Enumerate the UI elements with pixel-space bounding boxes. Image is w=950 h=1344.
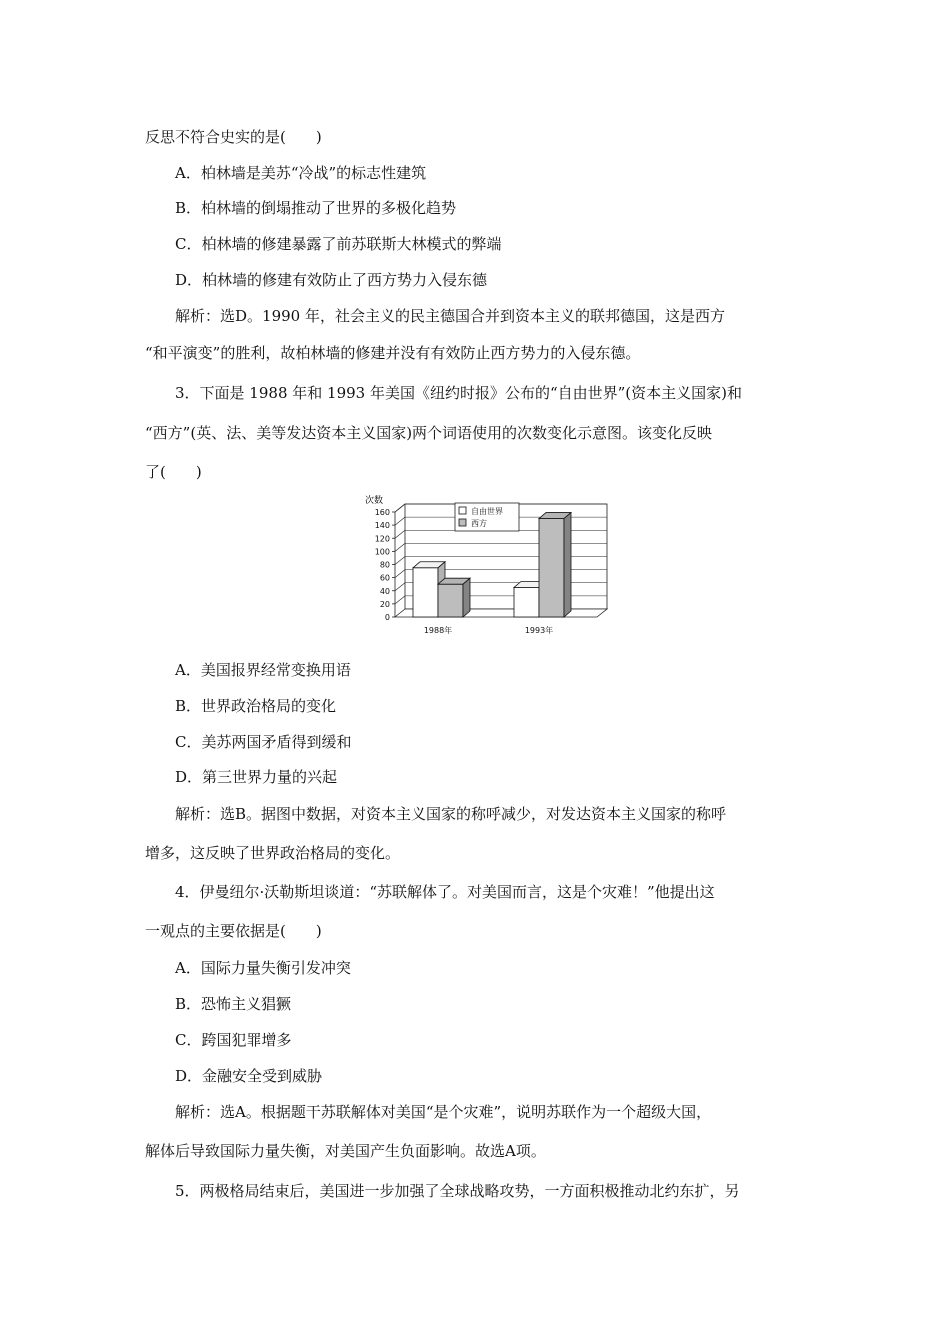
chart-y-tick-label: 0	[384, 613, 390, 622]
q2-analysis-line2: “和平演变”的胜利，故柏林墙的修建并没有有效防止西方势力的入侵东德。	[145, 344, 641, 362]
bar-0-1-front	[438, 584, 463, 617]
q4-option-d: D．金融安全受到威胁	[175, 1067, 323, 1085]
q3-stem-line1: 3．下面是 1988 年和 1993 年美国《纽约时报》公布的“自由世界”(资本主义国家)和	[175, 384, 743, 402]
chart-y-tick-label: 120	[374, 534, 390, 544]
q5-stem-line1: 5．两极格局结束后，美国进一步加强了全球战略攻势，一方面积极推动北约东扩，另	[175, 1182, 740, 1200]
q3-analysis-line1: 解析：选B。据图中数据，对资本主义国家的称呼减少，对发达资本主义国家的称呼	[175, 805, 727, 823]
chart-y-tick-label: 100	[374, 547, 390, 557]
chart-legend-swatch	[459, 507, 466, 514]
bar-1-0-front	[514, 587, 539, 617]
bar-0-0-front	[413, 568, 438, 617]
bar-chart	[365, 492, 615, 640]
q2-analysis-line1: 解析：选D。1990 年，社会主义的民主德国合并到资本主义的联邦德国，这是西方	[175, 307, 725, 325]
q2-option-b: B．柏林墙的倒塌推动了世界的多极化趋势	[175, 199, 457, 217]
chart-x-labels	[424, 625, 553, 635]
q2-stem: 反思不符合史实的是( )	[145, 128, 322, 146]
chart-y-tick-label: 80	[379, 560, 390, 570]
q2-option-a: A．柏林墙是美苏“冷战”的标志性建筑	[175, 164, 427, 182]
chart-y-axis-label: 次数	[365, 496, 384, 506]
q3-stem-line3: 了( )	[145, 463, 202, 481]
q4-analysis-line1: 解析：选A。根据题干苏联解体对美国“是个灾难”，说明苏联作为一个超级大国，	[175, 1103, 712, 1121]
chart-legend	[455, 503, 519, 531]
q4-analysis-line2: 解体后导致国际力量失衡，对美国产生负面影响。故选A项。	[145, 1142, 546, 1160]
chart-y-ticks	[375, 508, 395, 622]
q3-analysis-line2: 增多，这反映了世界政治格局的变化。	[145, 844, 401, 862]
q4-option-a: A．国际力量失衡引发冲突	[175, 959, 351, 977]
chart-y-tick-label: 60	[379, 573, 390, 583]
q4-option-b: B．恐怖主义猖獗	[175, 995, 292, 1013]
chart-x-tick-label: 1993年	[524, 626, 554, 635]
q4-stem-line1: 4．伊曼纽尔·沃勒斯坦谈道：“苏联解体了。对美国而言，这是个灾难！”他提出这	[175, 883, 715, 901]
q3-stem-line2: “西方”(英、法、美等发达资本主义国家)两个词语使用的次数变化示意图。该变化反映	[145, 424, 713, 442]
q4-option-c: C．跨国犯罪增多	[175, 1031, 292, 1049]
bar-0-1-side	[463, 578, 470, 617]
chart-y-tick-label: 140	[374, 521, 390, 531]
bar-0-1	[438, 578, 470, 617]
q3-option-b: B．世界政治格局的变化	[175, 697, 337, 715]
q3-option-a: A．美国报界经常变换用语	[175, 661, 351, 679]
chart-x-tick-label: 1988年	[423, 626, 453, 635]
bar-1-1	[539, 513, 571, 617]
chart-legend-label: 西方	[471, 519, 487, 528]
bar-1-1-side	[564, 513, 571, 617]
q3-option-d: D．第三世界力量的兴起	[175, 768, 338, 786]
q2-option-c: C．柏林墙的修建暴露了前苏联斯大林模式的弊端	[175, 235, 502, 253]
q3-option-c: C．美苏两国矛盾得到缓和	[175, 733, 352, 751]
chart-legend-swatch	[459, 519, 466, 526]
chart-y-tick-label: 160	[374, 508, 390, 517]
chart-y-tick-label: 20	[379, 599, 390, 609]
chart-legend-label: 自由世界	[471, 507, 503, 516]
q2-option-d: D．柏林墙的修建有效防止了西方势力入侵东德	[175, 271, 488, 289]
chart-y-tick-label: 40	[379, 586, 390, 596]
bar-1-1-front	[539, 519, 564, 617]
q4-stem-line2: 一观点的主要依据是( )	[145, 922, 322, 940]
